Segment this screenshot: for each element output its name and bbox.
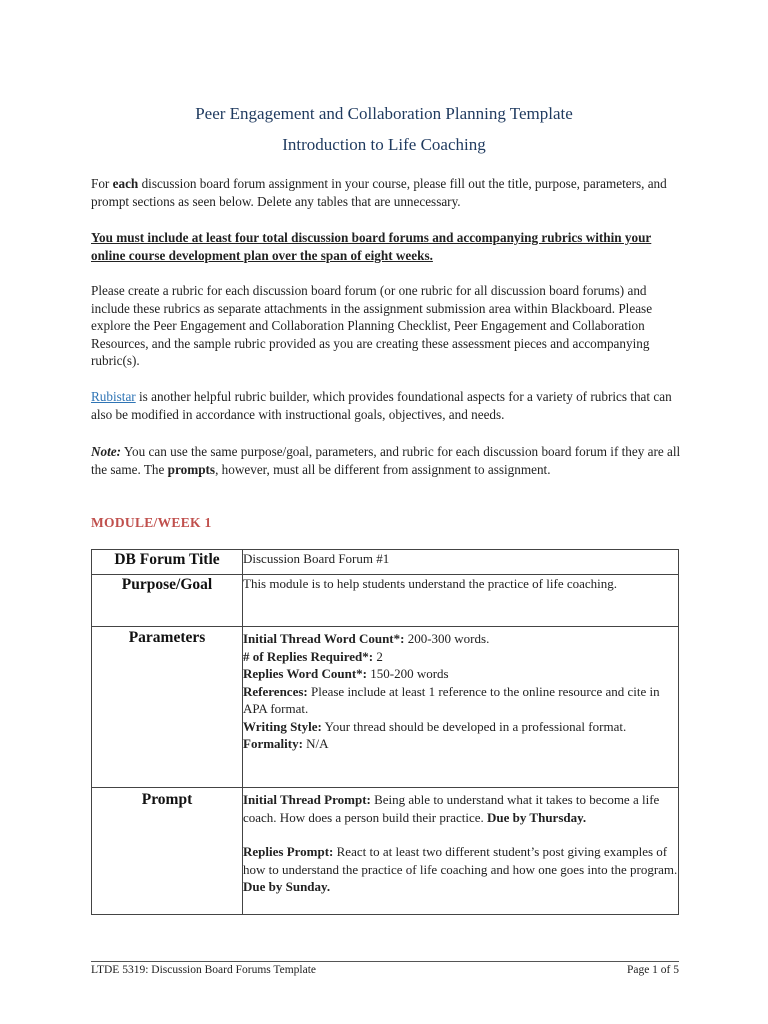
references: References: Please include at least 1 reference to the online resource and cite in APA format. bbox=[243, 683, 660, 716]
prompt-label: Prompt bbox=[92, 788, 243, 915]
intro-paragraph: For each discussion board forum assignment in your course, please fill out the title, purpose, parameters, and prompt sections as seen below. Delete any tables that are unnecessary. bbox=[91, 176, 667, 209]
table-row bbox=[92, 627, 679, 788]
rubistar-paragraph: Rubistar is another helpful rubric builder, which provides foundational aspects for a variety of rubrics that can also be modified in accordance with instructional goals, objectives, and needs. bbox=[91, 389, 672, 422]
rubistar-link[interactable]: Rubistar bbox=[91, 389, 136, 404]
purpose-value: This module is to help students understand the practice of life coaching. bbox=[243, 575, 679, 627]
replies-required: # of Replies Required*: 2 bbox=[243, 648, 383, 664]
rubric-instructions: Please create a rubric for each discussion board forum (or one rubric for all discussion board forums) and include these rubrics as separate attachments in the assignment submission area within Blackboard. Please explore the Peer Engagement and Collaboration Planning Checklist, Peer Engagement and Collaboration Resources, and the sample rubric provided as you are creating these assessment pieces and accompanying rubric(s). bbox=[91, 283, 653, 368]
parameters-value bbox=[243, 627, 679, 788]
table-row bbox=[92, 575, 679, 627]
document-title: Peer Engagement and Collaboration Planning Template bbox=[195, 104, 573, 123]
document-subtitle: Introduction to Life Coaching bbox=[282, 135, 486, 154]
writing-style: Writing Style: Your thread should be developed in a professional format. bbox=[243, 718, 627, 734]
requirement-notice: You must include at least four total discussion board forums and accompanying rubrics within your online course development plan over the span of eight weeks. bbox=[91, 230, 652, 263]
initial-word-count: Initial Thread Word Count*: 200-300 words. bbox=[243, 631, 490, 646]
forum-table bbox=[91, 549, 679, 915]
formality: Formality: N/A bbox=[243, 736, 329, 751]
purpose-label: Purpose/Goal bbox=[92, 575, 243, 627]
replies-word-count: Replies Word Count*: 150-200 words bbox=[243, 666, 449, 681]
initial-thread-prompt: Initial Thread Prompt: Being able to understand what it takes to become a life coach. How does a person build their practice. Due by Thursday. bbox=[243, 792, 660, 825]
forum-title-value: Discussion Board Forum #1 bbox=[243, 550, 679, 575]
footer-course: LTDE 5319: Discussion Board Forums Template bbox=[91, 964, 317, 976]
module-heading: MODULE/WEEK 1 bbox=[91, 515, 212, 530]
note-paragraph: Note: You can use the same purpose/goal, parameters, and rubric for each discussion board forum if they are all the same. The prompts, however, must all be different from assignment to assignment. bbox=[91, 444, 681, 477]
footer-page-number: Page 1 of 5 bbox=[626, 964, 679, 976]
table-row bbox=[92, 788, 679, 915]
replies-prompt: Replies Prompt: React to at least two different student’s post giving examples of how to understand the practice of life coaching and how one goes into the program. Due by Sunday. bbox=[243, 844, 678, 894]
prompt-value bbox=[243, 788, 679, 915]
footer-divider bbox=[91, 961, 679, 962]
table-row bbox=[92, 550, 679, 575]
parameters-label: Parameters bbox=[92, 627, 243, 788]
forum-title-label: DB Forum Title bbox=[92, 550, 243, 575]
